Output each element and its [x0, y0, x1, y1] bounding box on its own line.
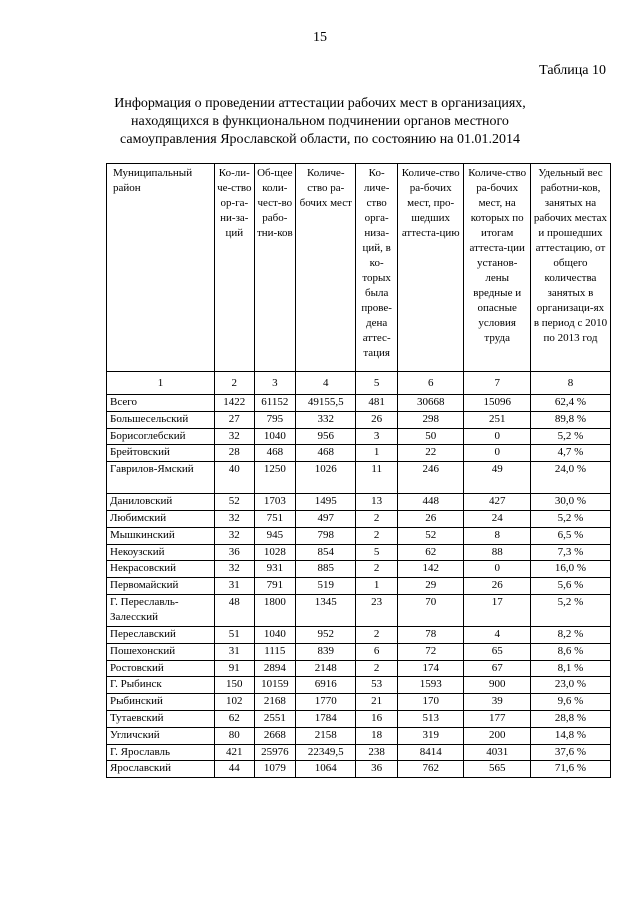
value-cell: 0	[464, 445, 531, 462]
value-cell: 8,1 %	[530, 660, 610, 677]
value-cell: 0	[464, 428, 531, 445]
table-row	[107, 544, 611, 561]
value-cell: 27	[215, 411, 254, 428]
value-cell: 177	[464, 710, 531, 727]
value-cell: 5,2 %	[530, 510, 610, 527]
district-name-cell: Г. Переславль-Залесский	[107, 594, 215, 626]
value-cell: 16	[356, 710, 398, 727]
column-number: 8	[530, 372, 610, 395]
table-row	[107, 677, 611, 694]
value-cell: 32	[215, 561, 254, 578]
column-number-row	[107, 372, 611, 395]
value-cell: 298	[397, 411, 464, 428]
value-cell: 1495	[296, 494, 356, 511]
value-cell: 24,0 %	[530, 462, 610, 494]
value-cell: 10159	[254, 677, 296, 694]
value-cell: 5,2 %	[530, 594, 610, 626]
value-cell: 2148	[296, 660, 356, 677]
district-name-cell: Рыбинский	[107, 694, 215, 711]
table-row	[107, 660, 611, 677]
column-number: 1	[107, 372, 215, 395]
value-cell: 3	[356, 428, 398, 445]
value-cell: 5	[356, 544, 398, 561]
value-cell: 1	[356, 445, 398, 462]
value-cell: 150	[215, 677, 254, 694]
header-hazardous-workplaces: Количе-ство ра-бочих мест, на которых по итогам аттеста-ции установ-лены вредные и опасные условия труда	[464, 164, 531, 372]
value-cell: 31	[215, 578, 254, 595]
district-name-cell: Любимский	[107, 510, 215, 527]
value-cell: 22	[397, 445, 464, 462]
value-cell: 14,8 %	[530, 727, 610, 744]
value-cell: 2168	[254, 694, 296, 711]
value-cell: 15096	[464, 395, 531, 412]
header-district: Муниципальный район	[107, 164, 215, 372]
value-cell: 200	[464, 727, 531, 744]
district-name-cell: Некоузский	[107, 544, 215, 561]
value-cell: 4	[464, 626, 531, 643]
district-name-cell: Переславский	[107, 626, 215, 643]
value-cell: 24	[464, 510, 531, 527]
value-cell: 1040	[254, 626, 296, 643]
table-row	[107, 510, 611, 527]
value-cell: 1	[356, 578, 398, 595]
header-total-workers: Об-щее коли-чест-во рабо-тни-ков	[254, 164, 296, 372]
value-cell: 174	[397, 660, 464, 677]
value-cell: 52	[215, 494, 254, 511]
table-row	[107, 494, 611, 511]
header-orgs-attested: Ко-личе-ство орга-низа-ций, в ко-торых была прове-дена аттес-тация	[356, 164, 398, 372]
value-cell: 6	[356, 643, 398, 660]
value-cell: 32	[215, 510, 254, 527]
value-cell: 29	[397, 578, 464, 595]
value-cell: 931	[254, 561, 296, 578]
value-cell: 28,8 %	[530, 710, 610, 727]
value-cell: 31	[215, 643, 254, 660]
value-cell: 1028	[254, 544, 296, 561]
value-cell: 8414	[397, 744, 464, 761]
value-cell: 32	[215, 527, 254, 544]
value-cell: 11	[356, 462, 398, 494]
value-cell: 8	[464, 527, 531, 544]
value-cell: 5,2 %	[530, 428, 610, 445]
value-cell: 25976	[254, 744, 296, 761]
column-number: 4	[296, 372, 356, 395]
value-cell: 23,0 %	[530, 677, 610, 694]
value-cell: 885	[296, 561, 356, 578]
value-cell: 497	[296, 510, 356, 527]
value-cell: 44	[215, 761, 254, 778]
header-share-attested: Удельный вес работни-ков, занятых на рабочих местах и прошедших аттестацию, от общего количества занятых в организаци-ях в период с 2010 по 2013 год	[530, 164, 610, 372]
value-cell: 26	[356, 411, 398, 428]
district-name-cell: Некрасовский	[107, 561, 215, 578]
value-cell: 71,6 %	[530, 761, 610, 778]
table-row	[107, 561, 611, 578]
district-name-cell: Угличский	[107, 727, 215, 744]
value-cell: 48	[215, 594, 254, 626]
table-row	[107, 727, 611, 744]
column-number: 5	[356, 372, 398, 395]
table-row	[107, 643, 611, 660]
attestation-table	[106, 163, 611, 778]
value-cell: 62	[397, 544, 464, 561]
value-cell: 1040	[254, 428, 296, 445]
value-cell: 49	[464, 462, 531, 494]
column-number: 3	[254, 372, 296, 395]
table-row	[107, 395, 611, 412]
value-cell: 26	[397, 510, 464, 527]
value-cell: 952	[296, 626, 356, 643]
value-cell: 50	[397, 428, 464, 445]
value-cell: 5,6 %	[530, 578, 610, 595]
value-cell: 21	[356, 694, 398, 711]
value-cell: 1784	[296, 710, 356, 727]
value-cell: 956	[296, 428, 356, 445]
value-cell: 36	[215, 544, 254, 561]
district-name-cell: Мышкинский	[107, 527, 215, 544]
district-name-cell: Пошехонский	[107, 643, 215, 660]
value-cell: 8,2 %	[530, 626, 610, 643]
column-number: 7	[464, 372, 531, 395]
value-cell: 16,0 %	[530, 561, 610, 578]
value-cell: 751	[254, 510, 296, 527]
value-cell: 4,7 %	[530, 445, 610, 462]
value-cell: 2	[356, 626, 398, 643]
value-cell: 72	[397, 643, 464, 660]
district-name-cell: Тутаевский	[107, 710, 215, 727]
value-cell: 468	[254, 445, 296, 462]
value-cell: 2	[356, 527, 398, 544]
value-cell: 945	[254, 527, 296, 544]
value-cell: 8,6 %	[530, 643, 610, 660]
value-cell: 795	[254, 411, 296, 428]
value-cell: 170	[397, 694, 464, 711]
value-cell: 2	[356, 660, 398, 677]
value-cell: 142	[397, 561, 464, 578]
header-row	[107, 164, 611, 372]
district-name-cell: Г. Рыбинск	[107, 677, 215, 694]
value-cell: 6,5 %	[530, 527, 610, 544]
table-label: Таблица 10	[539, 63, 606, 78]
value-cell: 30,0 %	[530, 494, 610, 511]
value-cell: 102	[215, 694, 254, 711]
value-cell: 65	[464, 643, 531, 660]
value-cell: 2551	[254, 710, 296, 727]
value-cell: 9,6 %	[530, 694, 610, 711]
district-name-cell: Первомайский	[107, 578, 215, 595]
district-name-cell: Большесельский	[107, 411, 215, 428]
table-row	[107, 428, 611, 445]
value-cell: 91	[215, 660, 254, 677]
value-cell: 30668	[397, 395, 464, 412]
value-cell: 13	[356, 494, 398, 511]
value-cell: 22349,5	[296, 744, 356, 761]
value-cell: 1250	[254, 462, 296, 494]
table-row	[107, 694, 611, 711]
value-cell: 32	[215, 428, 254, 445]
table-row	[107, 761, 611, 778]
value-cell: 238	[356, 744, 398, 761]
table-row	[107, 411, 611, 428]
value-cell: 448	[397, 494, 464, 511]
column-number: 6	[397, 372, 464, 395]
value-cell: 1115	[254, 643, 296, 660]
value-cell: 52	[397, 527, 464, 544]
district-name-cell: Гаврилов-Ямский	[107, 462, 215, 494]
value-cell: 1800	[254, 594, 296, 626]
header-workplaces: Количе-ство ра-бочих мест	[296, 164, 356, 372]
table-row	[107, 462, 611, 494]
value-cell: 36	[356, 761, 398, 778]
value-cell: 1026	[296, 462, 356, 494]
district-name-cell: Г. Ярославль	[107, 744, 215, 761]
table-row	[107, 527, 611, 544]
value-cell: 18	[356, 727, 398, 744]
value-cell: 854	[296, 544, 356, 561]
value-cell: 40	[215, 462, 254, 494]
value-cell: 251	[464, 411, 531, 428]
table-row	[107, 626, 611, 643]
table-title: Информация о проведении аттестации рабочих мест в организациях, находящихся в функциональном подчинении органов местного самоуправления Ярославской области, по состоянию на 01.01.2014	[114, 96, 526, 147]
district-name-cell: Даниловский	[107, 494, 215, 511]
value-cell: 80	[215, 727, 254, 744]
value-cell: 1345	[296, 594, 356, 626]
value-cell: 62,4 %	[530, 395, 610, 412]
value-cell: 791	[254, 578, 296, 595]
table-row	[107, 594, 611, 626]
value-cell: 2158	[296, 727, 356, 744]
value-cell: 6916	[296, 677, 356, 694]
value-cell: 51	[215, 626, 254, 643]
value-cell: 39	[464, 694, 531, 711]
value-cell: 1770	[296, 694, 356, 711]
value-cell: 37,6 %	[530, 744, 610, 761]
value-cell: 762	[397, 761, 464, 778]
value-cell: 319	[397, 727, 464, 744]
value-cell: 1703	[254, 494, 296, 511]
value-cell: 28	[215, 445, 254, 462]
value-cell: 7,3 %	[530, 544, 610, 561]
district-name-cell: Брейтовский	[107, 445, 215, 462]
value-cell: 0	[464, 561, 531, 578]
value-cell: 839	[296, 643, 356, 660]
table-row	[107, 710, 611, 727]
value-cell: 1064	[296, 761, 356, 778]
district-name-cell: Ярославский	[107, 761, 215, 778]
value-cell: 1079	[254, 761, 296, 778]
value-cell: 332	[296, 411, 356, 428]
value-cell: 481	[356, 395, 398, 412]
value-cell: 2	[356, 510, 398, 527]
value-cell: 53	[356, 677, 398, 694]
value-cell: 427	[464, 494, 531, 511]
value-cell: 70	[397, 594, 464, 626]
value-cell: 49155,5	[296, 395, 356, 412]
value-cell: 2668	[254, 727, 296, 744]
district-name-cell: Всего	[107, 395, 215, 412]
value-cell: 89,8 %	[530, 411, 610, 428]
value-cell: 2	[356, 561, 398, 578]
value-cell: 78	[397, 626, 464, 643]
value-cell: 900	[464, 677, 531, 694]
value-cell: 1593	[397, 677, 464, 694]
value-cell: 62	[215, 710, 254, 727]
district-name-cell: Борисоглебский	[107, 428, 215, 445]
value-cell: 513	[397, 710, 464, 727]
table-row	[107, 744, 611, 761]
value-cell: 67	[464, 660, 531, 677]
value-cell: 519	[296, 578, 356, 595]
value-cell: 565	[464, 761, 531, 778]
value-cell: 468	[296, 445, 356, 462]
value-cell: 88	[464, 544, 531, 561]
value-cell: 61152	[254, 395, 296, 412]
table-row	[107, 445, 611, 462]
value-cell: 2894	[254, 660, 296, 677]
value-cell: 246	[397, 462, 464, 494]
value-cell: 23	[356, 594, 398, 626]
value-cell: 26	[464, 578, 531, 595]
header-workplaces-attested: Количе-ство ра-бочих мест, про-шедших аттеста-цию	[397, 164, 464, 372]
header-org-count: Ко-ли-че-ство ор-га-ни-за-ций	[215, 164, 254, 372]
table-row	[107, 578, 611, 595]
column-number: 2	[215, 372, 254, 395]
value-cell: 1422	[215, 395, 254, 412]
page-number: 15	[313, 30, 327, 45]
value-cell: 798	[296, 527, 356, 544]
value-cell: 4031	[464, 744, 531, 761]
value-cell: 421	[215, 744, 254, 761]
district-name-cell: Ростовский	[107, 660, 215, 677]
value-cell: 17	[464, 594, 531, 626]
